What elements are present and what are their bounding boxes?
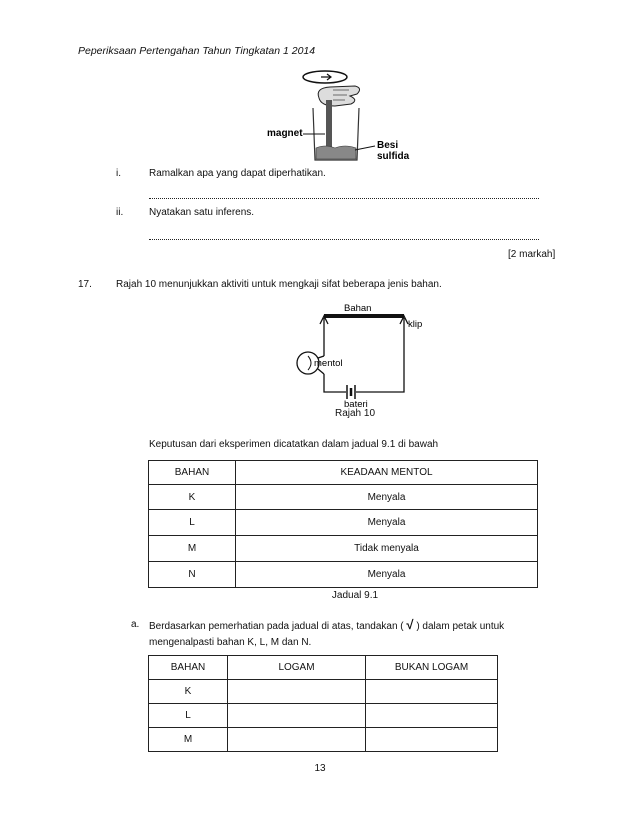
table-cell: K — [149, 680, 228, 704]
table-row — [149, 461, 538, 485]
bukan-logam-checkbox-k[interactable] — [366, 680, 498, 704]
table-cell: Tidak menyala — [236, 536, 538, 562]
table-cell: L — [149, 510, 236, 536]
table-9-1 — [148, 460, 538, 588]
sulfida-label: sulfida — [377, 151, 410, 162]
table-caption: Jadual 9.1 — [331, 590, 379, 601]
magnet-label: magnet — [267, 128, 303, 139]
logam-checkbox-m[interactable] — [228, 728, 366, 752]
page-number: 13 — [314, 763, 326, 774]
logam-checkbox-l[interactable] — [228, 704, 366, 728]
page-header: Peperiksaan Pertengahan Tahun Tingkatan 1 2014 — [78, 45, 316, 57]
table-row — [149, 485, 538, 510]
logam-checkbox-k[interactable] — [228, 680, 366, 704]
table-header: BUKAN LOGAM — [366, 656, 498, 680]
bukan-logam-checkbox-m[interactable] — [366, 728, 498, 752]
table-header: LOGAM — [228, 656, 366, 680]
mentol-label: mentol — [314, 358, 343, 369]
table-row — [149, 728, 498, 752]
table-row — [149, 656, 498, 680]
table-header: KEADAAN MENTOL — [236, 461, 538, 485]
q16-ii-text: Nyatakan satu inferens. — [149, 207, 255, 218]
table-cell: L — [149, 704, 228, 728]
circuit-diagram — [280, 300, 430, 410]
part-a-instruction — [149, 617, 504, 632]
klip-label: klip — [408, 319, 423, 330]
bahan-bar — [324, 314, 404, 318]
table-cell: K — [149, 485, 236, 510]
q16-i-number: i. — [116, 168, 121, 179]
table-row — [149, 536, 538, 562]
answer-line-i[interactable] — [149, 198, 539, 199]
figure-caption: Rajah 10 — [334, 408, 376, 419]
magnet-figure — [255, 60, 425, 170]
table-cell: M — [149, 536, 236, 562]
q17-number: 17. — [78, 279, 92, 290]
classification-table — [148, 655, 498, 752]
q16-ii-number: ii. — [116, 207, 124, 218]
part-a-text-line2: mengenalpasti bahan K, L, M dan N. — [149, 637, 312, 648]
bukan-logam-checkbox-l[interactable] — [366, 704, 498, 728]
table-cell: Menyala — [236, 485, 538, 510]
table-cell: Menyala — [236, 510, 538, 536]
bahan-label: Bahan — [344, 303, 372, 314]
table-header: BAHAN — [149, 656, 228, 680]
q17-text: Rajah 10 menunjukkan aktiviti untuk mengkaji sifat beberapa jenis bahan. — [116, 279, 442, 290]
bateri-label: bateri — [344, 399, 368, 410]
table-intro: Keputusan dari eksperimen dicatatkan dalam jadual 9.1 di bawah — [149, 439, 439, 450]
table-row — [149, 680, 498, 704]
q16-i-text: Ramalkan apa yang dapat diperhatikan. — [149, 168, 326, 179]
table-row — [149, 704, 498, 728]
table-cell: N — [149, 562, 236, 588]
part-a-text-2: ) dalam petak untuk — [416, 621, 505, 632]
table-header: BAHAN — [149, 461, 236, 485]
checkmark-symbol: √ — [406, 617, 414, 632]
table-row — [149, 510, 538, 536]
part-a-label: a. — [131, 619, 140, 630]
table-cell: M — [149, 728, 228, 752]
table-cell: Menyala — [236, 562, 538, 588]
marks-label: [2 markah] — [508, 249, 556, 260]
answer-line-ii[interactable] — [149, 239, 539, 240]
part-a-text-1: Berdasarkan pemerhatian pada jadual di atas, tandakan ( — [149, 621, 404, 632]
table-row — [149, 562, 538, 588]
besi-label: Besi — [377, 140, 399, 151]
